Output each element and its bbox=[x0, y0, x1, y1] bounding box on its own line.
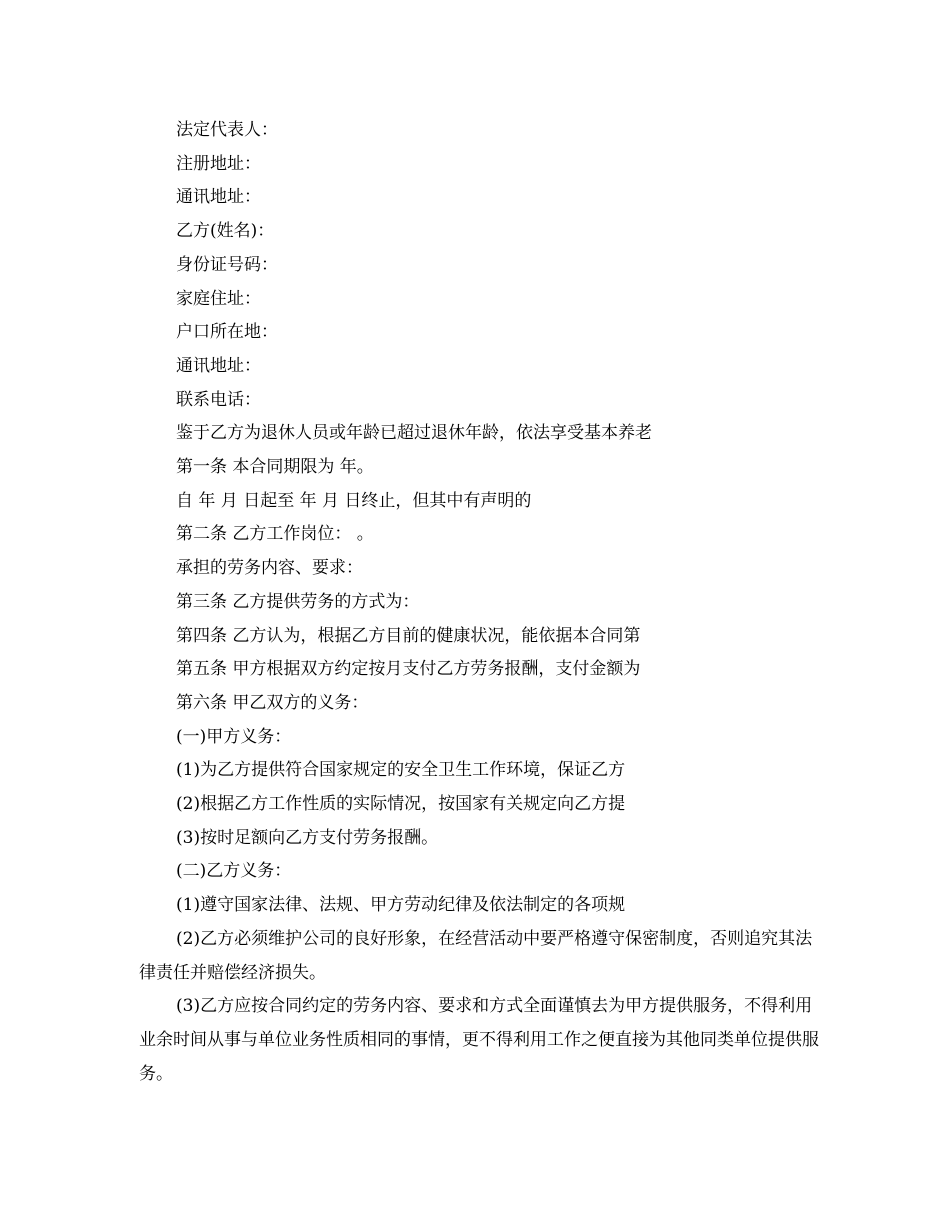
document-body bbox=[139, 114, 829, 1091]
term-dates-line: 自 年 月 日起至 年 月 日终止，但其中有声明的 bbox=[176, 490, 532, 511]
party-b-obligation-1: (1)遵守国家法律、法规、甲方劳动纪律及依法制定的各项规 bbox=[176, 895, 626, 916]
field-mailing-address-party-b: 通讯地址： bbox=[176, 355, 261, 376]
preamble-line: 鉴于乙方为退休人员或年龄已超过退休年龄，依法享受基本养老 bbox=[176, 423, 652, 444]
party-b-obligation-2: (2)乙方必须维护公司的良好形象，在经营活动中要严格遵守保密制度，否则追究其法律责任并赔偿经济损失。 bbox=[139, 928, 813, 983]
field-registered-address: 注册地址： bbox=[176, 153, 261, 174]
field-id-number: 身份证号码： bbox=[176, 254, 278, 275]
field-phone: 联系电话： bbox=[176, 389, 261, 410]
article-3: 第三条 乙方提供劳务的方式为： bbox=[176, 591, 420, 612]
field-home-address: 家庭住址： bbox=[176, 288, 261, 309]
article-2: 第二条 乙方工作岗位： 。 bbox=[176, 524, 374, 545]
article-6: 第六条 甲乙双方的义务： bbox=[176, 692, 369, 713]
party-a-obligation-1: (1)为乙方提供符合国家规定的安全卫生工作环境，保证乙方 bbox=[176, 760, 626, 781]
party-a-obligation-2: (2)根据乙方工作性质的实际情况，按国家有关规定向乙方提 bbox=[176, 794, 626, 815]
field-mailing-address-party-a: 通讯地址： bbox=[176, 187, 261, 208]
field-household-registration: 户口所在地： bbox=[176, 322, 278, 343]
article-5: 第五条 甲方根据双方约定按月支付乙方劳务报酬，支付金额为 bbox=[176, 659, 641, 680]
party-b-obligation-3: (3)乙方应按合同约定的劳务内容、要求和方式全面谨慎去为甲方提供服务，不得利用业余时间从事与单位业务性质相同的事情，更不得利用工作之便直接为其他同类单位提供服务。 bbox=[139, 996, 819, 1084]
party-b-obligations-heading: (二)乙方义务： bbox=[176, 861, 292, 882]
party-a-obligation-3: (3)按时足额向乙方支付劳务报酬。 bbox=[176, 827, 439, 848]
party-a-obligations-heading: (一)甲方义务： bbox=[176, 726, 292, 747]
field-party-b-name: 乙方(姓名)： bbox=[176, 221, 275, 242]
field-legal-representative: 法定代表人： bbox=[176, 120, 278, 140]
article-1: 第一条 本合同期限为 年。 bbox=[176, 457, 374, 478]
service-content-line: 承担的劳务内容、要求： bbox=[176, 558, 363, 579]
article-4: 第四条 乙方认为，根据乙方目前的健康状况，能依据本合同第 bbox=[176, 625, 641, 646]
